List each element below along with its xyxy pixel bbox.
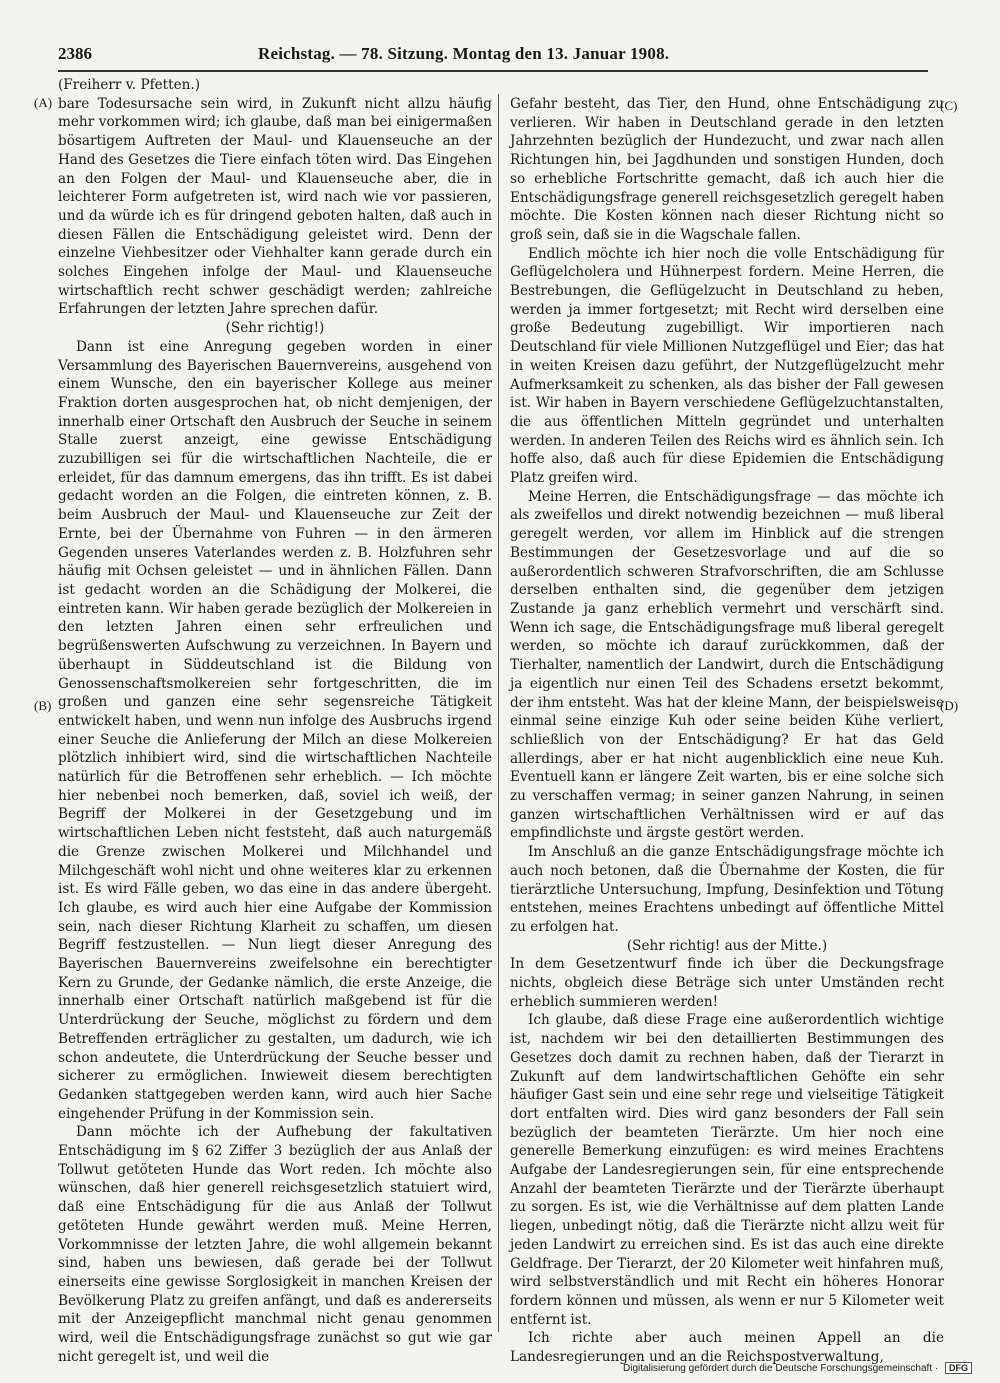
paragraph: Meine Herren, die Entschädigungsfrage — das möchte ich als zweifellos und direkt notwendig bezeichnen — muß liberal geregelt werden, vor allem im Hinblick auf die strengen Bestimmungen der Gesetzesvorlage und auf die so außerordentlich schweren Strafvorschriften, die am Schlusse derselben enthalten sind, die gegenüber dem jetzigen Zustande ja ganz erheblich vermehrt und verschärft sind. Wenn ich sage, die Entschädigungsfrage muß liberal geregelt werden, so möchte ich darauf zurückkommen, daß der Tierhalter, namentlich der Landwirt, durch die Entschädigung ja eigentlich nur einen Teil des Schadens ersetzt bekommt, der ihm entsteht. Was hat der kleine Mann, der beispielsweise einmal seine einzige Kuh oder seine beiden Kühe verliert, schließlich von der Entschädigung? Er hat das Geld allerdings, aber er hat nicht augenblicklich eine neue Kuh. Eventuell kann er längere Zeit warten, bis er eine solche sich zu verschaffen vermag; in seiner ganzen Nahrung, in seinen ganzen wirtschaftlichen Verhältnissen wird er auf das empfindlichste und ärgste gestört werden. — [510, 488, 944, 842]
dfg-logo-icon: DFG — [945, 1362, 972, 1374]
margin-marker-d: (D) — [940, 698, 959, 713]
paragraph: Gefahr besteht, das Tier, den Hund, ohne Entschädigung zu verlieren. Wir haben in Deutschland gerade in den letzten Jahrzehnten bezüglich der Hundezucht, und zwar nach allen Richtungen hin, bei Jagdhunden und sonstigen Hunden, doch so erhebliche Fortschritte gemacht, daß ich auch hier die Entschädigungsfrage generell reichsgesetzlich geregelt haben möchte. Die Kosten können nach dieser Richtung nicht so groß sein, daß sie in die Wagschale fallen. — [510, 96, 944, 243]
paragraph: Ich glaube, daß diese Frage eine außerordentlich wichtige ist, nachdem wir bei den detaillierten Bestimmungen des Gesetzes doch damit zu rechnen haben, daß der Tierarzt in Zukunft auf dem landwirtschaftlichen Gehöfte ein sehr häufiger Gast sein und eine sehr rege und vielseitige Tätigkeit dort entfalten wird. Dies wird ganz besonders der Fall sein bezüglich der beamteten Tierärzte. Um hier noch eine generelle Bemerkung einzufügen: es wird meines Erachtens Aufgabe der Landesregierungen sein, für eine entsprechende Anzahl der beamteten Tierärzte und der Tierärzte überhaupt zu sorgen. Es ist, wie die Verhältnisse auf dem platten Lande liegen, unbedingt nötig, daß die Tierärzte nicht allzu weit für jeden Landwirt zu erreichen sind. Es ist das auch eine direkte Geldfrage. Der Tierarzt, der 20 Kilometer weit hinfahren muß, wird selbstverständlich und mit Recht ein höheres Honorar fordern können und müssen, als wenn er nur 5 Kilometer weit entfernt ist. — [510, 1012, 944, 1328]
column-divider — [498, 94, 499, 1332]
paragraph: Ich richte aber auch meinen Appell an die Landesregierungen und an die Reichspostverwaltung, — [510, 1330, 944, 1366]
margin-marker-a: (A) — [34, 95, 53, 110]
page-number: 2386 — [58, 44, 92, 63]
margin-marker-b: (B) — [34, 698, 52, 713]
running-head: Reichstag. — 78. Sitzung. Montag den 13. Januar 1908. — [258, 44, 670, 63]
interjection: (Sehr richtig! aus der Mitte.) — [626, 937, 828, 954]
footer-credit — [623, 1362, 972, 1374]
paragraph: Dann möchte ich der Aufhebung der fakultativen Entschädigung im § 62 Ziffer 3 bezüglich der aus Anlaß der Tollwut getöteten Hunde das Wort reden. Ich möchte also wünschen, daß hier generell reichsgesetzlich statuiert wird, daß eine Entschädigung für die aus Anlaß der Tollwut getöteten Hunde gewährt werden muß. Meine Herren, Vorkommnisse der letzten Jahre, die wohl allgemein bekannt sind, haben uns bewiesen, daß gerade bei der Tollwut einerseits eine gewisse Sorglosigkeit in manchen Kreisen der Bevölkerung Platz zu greifen anfängt, und daß es andererseits mit der Anzeigepflicht manchmal nicht genau genommen wird, weil die Entschädigungsfrage zunächst so gut wie gar nicht geregelt ist, und weil die — [58, 1124, 492, 1365]
paragraph: Im Anschluß an die ganze Entschädigungsfrage möchte ich auch noch betonen, daß die Übernahme der Kosten, die für tierärztliche Untersuchung, Impfung, Desinfektion und Tötung entstehen, meines Erachtens unbedingt auf öffentliche Mittel zu erfolgen hat. — [510, 844, 944, 935]
speaker-label: (Freiherr v. Pfetten.) — [58, 77, 201, 93]
interjection: (Sehr richtig!) — [225, 320, 325, 337]
left-column — [58, 76, 492, 1367]
page-header — [58, 44, 928, 68]
footer-text: Digitalisierung gefördert durch die Deutsche Forschungsgemeinschaft · — [623, 1363, 939, 1374]
header-rule — [58, 70, 928, 72]
right-column — [510, 95, 944, 1367]
paragraph: Dann ist eine Anregung gegeben worden in einer Versammlung des Bayerischen Bauernvereins, ausgehend von einem Wunsche, den ein bayerischer Kollege aus meiner Fraktion dorten ausgesprochen hat, ob nicht demjenigen, der innerhalb einer Ortschaft den Ausbruch der Seuche in seinem Stalle zuerst anzeigt, eine gewisse Entschädigung zuzubilligen sei für die wirtschaftlichen Nachteile, die er erleidet, für das damnum emergens, das ihn trifft. Es ist dabei gedacht worden an die Folgen, die eintreten können, z. B. beim Ausbruch der Maul- und Klauenseuche zur Zeit der Ernte, bei der Übernahme von Fuhren — in den ärmeren Gegenden unseres Vaterlandes werden z. B. Holzfuhren sehr häufig mit Ochsen geleistet — und in ähnlichen Fällen. Dann ist gedacht worden an die Schädigung der Molkerei, die eintreten kann. Wir haben gerade bezüglich der Molkereien in den letzten Jahren einen sehr erfreulichen und begrüßenswerten Aufschwung zu verzeichnen. In Bayern und überhaupt in Süddeutschland ist die Bildung von Genossenschaftsmolkereien sehr fortgeschritten, die im großen und ganzen eine sehr segensreiche Tätigkeit entwickelt haben, und wenn nun infolge des Ausbruchs irgend einer Seuche die Anlieferung der Milch an diese Molkereien plötzlich inhibiert wird, sind die wirtschaftlichen Nachteile natürlich für die Betroffenen sehr erheblich. — Ich möchte hier nebenbei noch bemerken, daß, soviel ich weiß, der Begriff der Molkerei in der Gesetzgebung und im wirtschaftlichen Leben nicht feststeht, daß auch naturgemäß die Grenze zwischen Molkerei und Milchhandel und Milchgeschäft wohl nicht und ohne weiteres klar zu erkennen ist. Es wird Fälle geben, wo das eine in das andere übergeht. Ich glaube, es wird auch hier eine Aufgabe der Kommission sein, nach dieser Richtung Klarheit zu schaffen, um diesen Begriff festzustellen. — Nun liegt dieser Anregung des Bayerischen Bauernvereins zweifelsohne ein berechtigter Kern zu Grunde, der Gedanke nämlich, die erste Anzeige, die innerhalb einer Ortschaft natürlich maßgebend ist für die Unterdrückung der Seuche, möglichst zu fördern und dem Betreffenden erträglicher zu gestalten, um dadurch, wie ich schon andeutete, die Unterdrückung der Seuche besser und sicherer zu ermöglichen. Inwieweit diesem berechtigten Gedanken stattgegeben werden kann, wird auch hier Sache eingehender Prüfung in der Kommission sein. — [58, 338, 492, 1122]
margin-marker-c: (C) — [940, 98, 958, 113]
paragraph: In dem Gesetzentwurf finde ich über die Deckungsfrage nichts, obgleich diese Beträge sich unter Umständen recht erheblich summieren werden! — [510, 956, 944, 1010]
paragraph: bare Todesursache sein wird, in Zukunft nicht allzu häufig mehr vorkommen wird; ich glaube, daß man bei einigermaßen bösartigem Auftreten der Maul- und Klauenseuche an der Hand des Gesetzes die Tiere einfach töten wird. Das Eingehen an den Folgen der Maul- und Klauenseuche aber, die in leichterer Form aufgetreten ist, wird nach wie vor passieren, und da würde ich es für dringend geboten halten, daß auch in diesen Fällen die Entschädigung geleistet wird. Denn der einzelne Viehbesitzer oder Viehhalter kann gerade durch ein solches Eingehen infolge der Maul- und Klauenseuche wirtschaftlich recht schwer geschädigt werden; zahlreiche Erfahrungen der letzten Jahre sprechen dafür. — [58, 95, 492, 318]
paragraph: Endlich möchte ich hier noch die volle Entschädigung für Geflügelcholera und Hühnerpest fordern. Meine Herren, die Bestrebungen, die Geflügelzucht in Deutschland zu heben, werden ja immer fortgesetzt; mit Recht wird derselben eine große Bedeutung zugebilligt. Wir importieren nach Deutschland für viele Millionen Nutzgeflügel und Eier; das hat in weiten Kreisen dazu geführt, der Nutzgeflügelzucht mehr Aufmerksamkeit zu schenken, als das bisher der Fall gewesen ist. Wir haben in Bayern verschiedene Geflügelzuchtanstalten, die aus öffentlichen Mitteln gegründet und unterhalten werden. In anderen Teilen des Reichs wird es ähnlich sein. Ich hoffe also, daß auch für diese Epidemien die Entschädigung Platz greifen wird. — [510, 245, 944, 487]
